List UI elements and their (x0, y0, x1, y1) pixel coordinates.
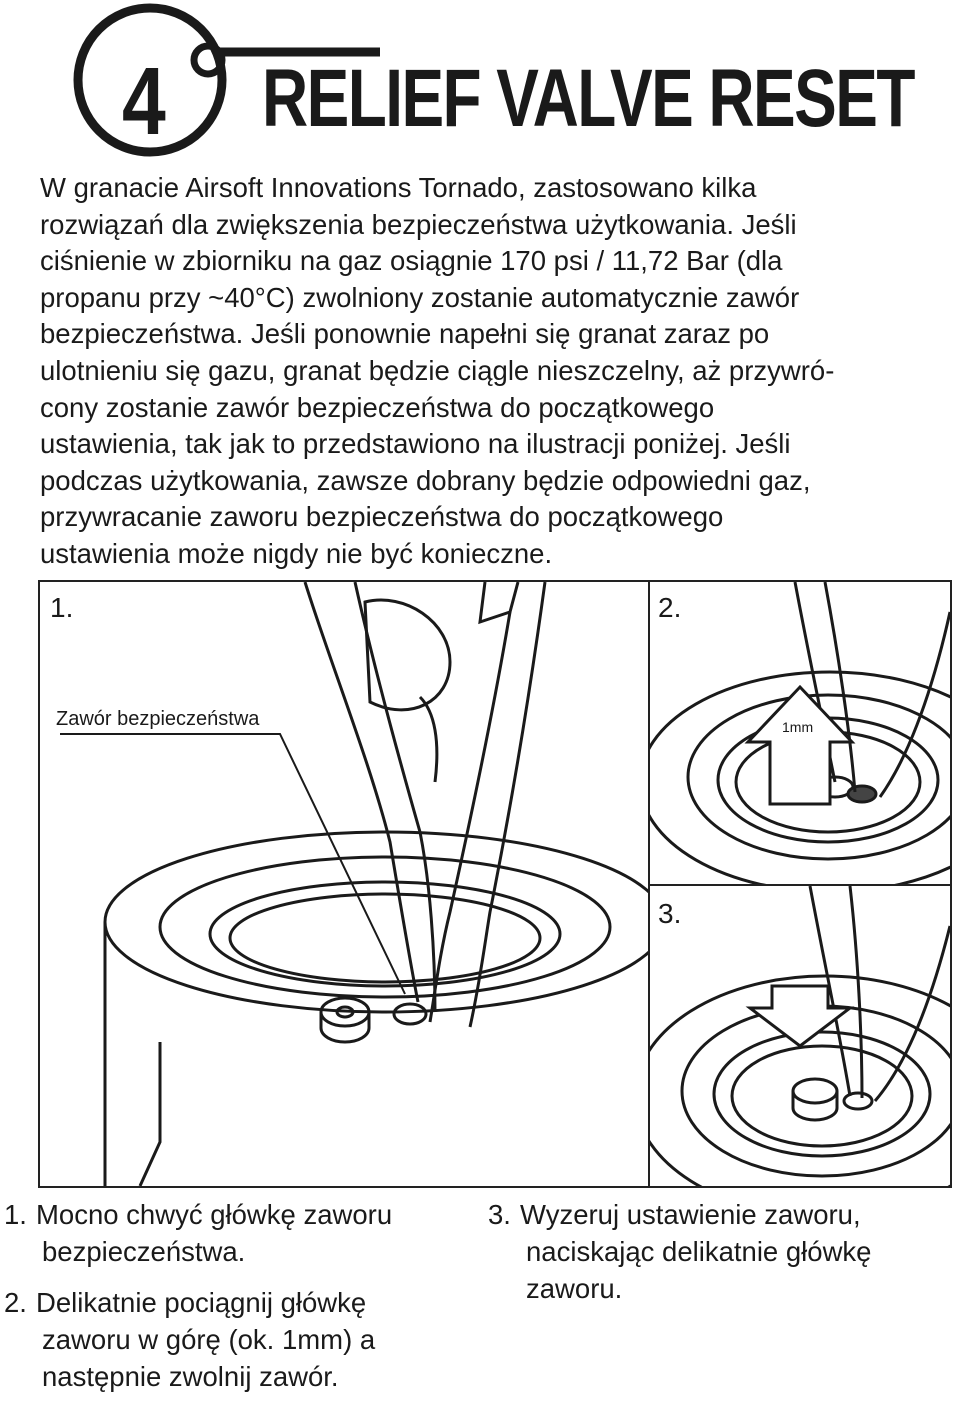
intro-line: przywracanie zaworu bezpieczeństwa do początkowego (40, 501, 724, 533)
valve-callout: Zawór bezpieczeństwa (56, 708, 260, 730)
pliers-grip-illustration (40, 582, 648, 1186)
intro-line: ustawienia, tak jak to przedstawiono na ilustracji poniżej. Jeśli (40, 428, 791, 460)
instruction-step-3 (488, 1196, 958, 1307)
press-down-illustration (650, 886, 950, 1186)
step-3-text: Wyzeruj ustawienie zaworu, (520, 1199, 861, 1230)
intro-line: W granacie Airsoft Innovations Tornado, zastosowano kilka (40, 172, 757, 203)
intro-line: rozwiązań dla zwiększenia bezpieczeństwa użytkowania. Jeśli (40, 208, 797, 240)
section-header (0, 0, 960, 175)
arrow-distance-label: 1mm (782, 719, 814, 735)
step-3-text: naciskając delikatnie główkę (526, 1236, 872, 1267)
intro-line: ustawienia może nigdy nie być konieczne. (40, 537, 553, 569)
step-2-text: następnie zwolnij zawór. (42, 1361, 339, 1392)
panel-1-label: 1. (50, 592, 74, 623)
intro-line: ulotnieniu się gazu, granat będzie ciągle nieszczelny, aż przywró- (40, 354, 835, 386)
step-number: 4 (122, 48, 166, 155)
intro-line: cony zostanie zawór bezpieczeństwa do początkowego (40, 391, 715, 423)
intro-line: bezpieczeństwa. Jeśli ponownie napełni się granat zaraz po (40, 318, 770, 350)
step-1-number: 1. (4, 1199, 27, 1230)
instructions-left (4, 1196, 474, 1409)
instruction-step-2 (4, 1284, 474, 1395)
pull-up-illustration (650, 582, 950, 888)
intro-line: podczas użytkowania, zawsze dobrany będzie odpowiedni gaz, (40, 464, 811, 496)
instruction-step-1 (4, 1196, 474, 1270)
step-2-text: Delikatnie pociągnij główkę (36, 1287, 367, 1318)
intro-paragraph (40, 170, 940, 573)
panel-3-label: 3. (658, 898, 682, 929)
intro-line: ciśnienie w zbiorniku na gaz osiągnie 170 psi / 11,72 Bar (dla (40, 245, 783, 277)
panel-2-label: 2. (658, 592, 682, 623)
step-1-text: bezpieczeństwa. (42, 1236, 246, 1267)
figure-panel-2 (648, 580, 952, 890)
figure-panel-1 (38, 580, 650, 1188)
step-3-number: 3. (488, 1199, 511, 1230)
step-3-text: zaworu. (526, 1273, 623, 1304)
step-2-number: 2. (4, 1287, 27, 1318)
page-title: RELIEF VALVE RESET (262, 53, 914, 144)
step-1-text: Mocno chwyć główkę zaworu (36, 1199, 393, 1230)
step-2-text: zaworu w górę (ok. 1mm) a (42, 1324, 376, 1355)
intro-line: propanu przy ~40°C) zwolniony zostanie automatycznie zawór (40, 281, 800, 313)
instructions-right (488, 1196, 958, 1321)
figure-panel-3 (648, 884, 952, 1188)
